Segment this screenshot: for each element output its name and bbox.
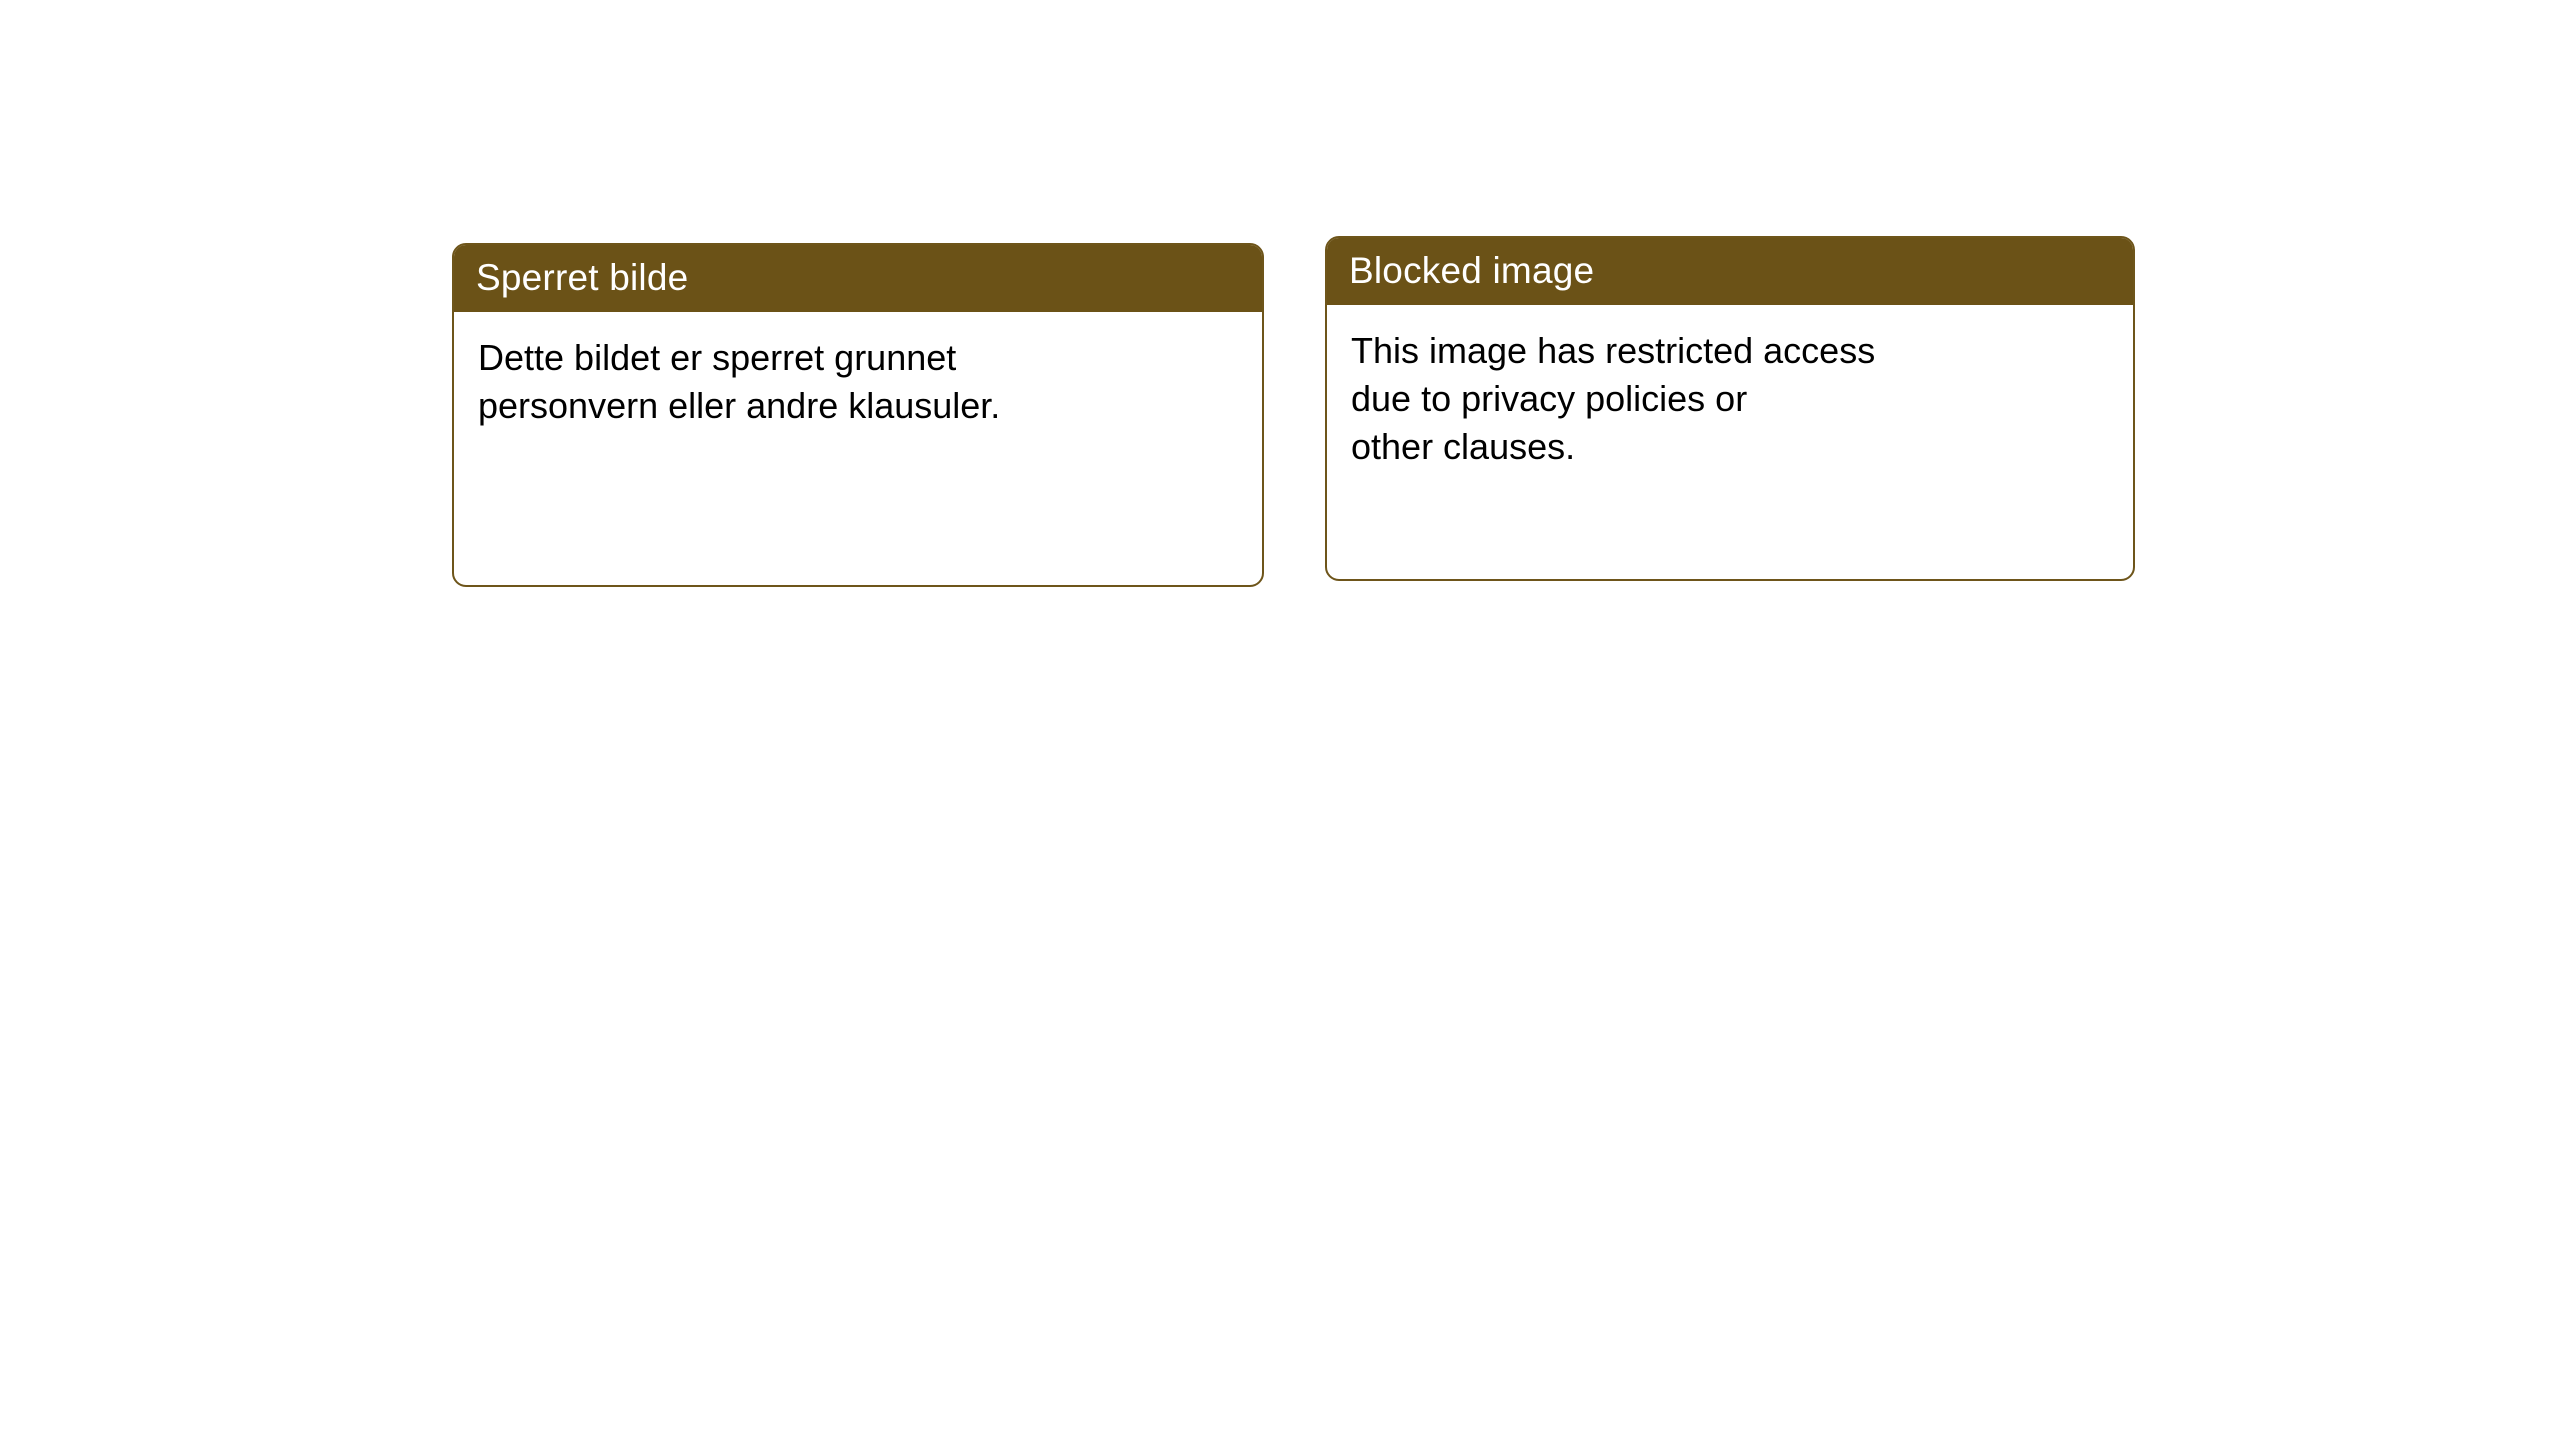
card-body-norwegian (454, 312, 1262, 454)
card-body-line: due to privacy policies or (1351, 377, 1748, 419)
card-title-norwegian: Sperret bilde (454, 245, 1262, 312)
card-body-line: This image has restricted access (1351, 330, 1876, 371)
blocked-image-notice-card-norwegian (452, 243, 1264, 587)
blocked-image-notice-card-english (1325, 236, 2135, 581)
card-body-line: Dette bildet er sperret grunnet (478, 337, 957, 378)
card-body-line: personvern eller andre klausuler. (478, 384, 1001, 426)
card-title-english: Blocked image (1327, 238, 2133, 305)
card-body-english (1327, 305, 2133, 495)
card-body-line: other clauses. (1351, 425, 1576, 467)
